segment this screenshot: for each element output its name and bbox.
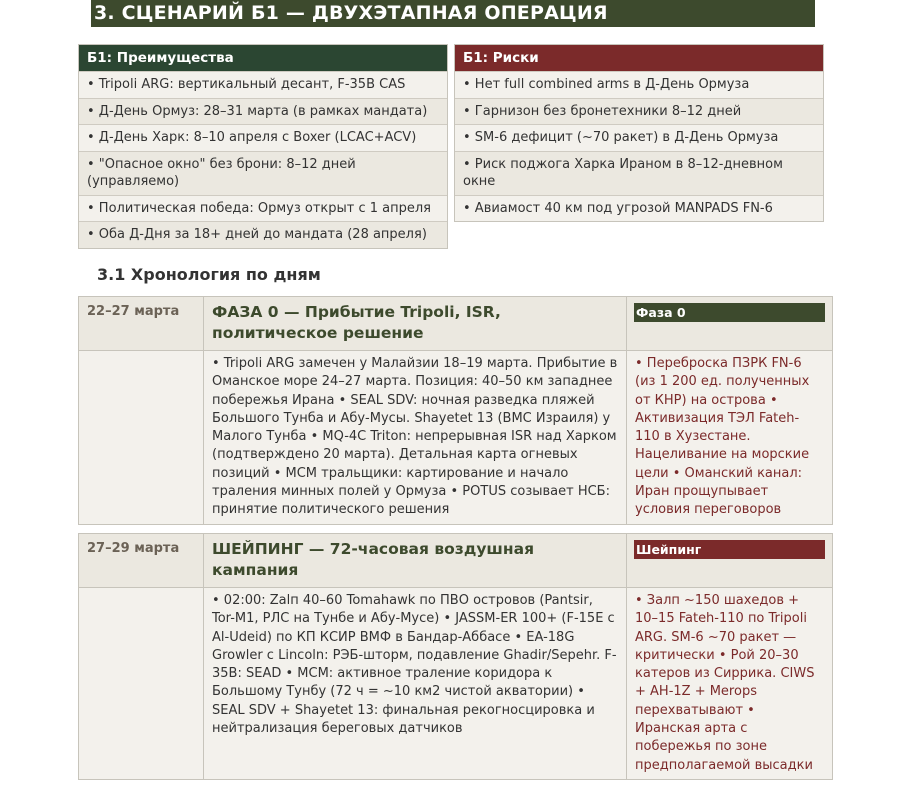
risk-item: • Нет full combined arms в Д-День Ормуза <box>455 71 823 98</box>
phase-actions: • Tripoli ARG замечен у Малайзии 18–19 марта. Прибытие в Оманское море 24–27 марта. Позиция: 40–50 км западнее побережья Ирана • SEAL SDV: ночная разведка пляжей Большого Тунба и Абу-Мусы. Shayetet 13 (ВМС Израиля) у Малого Тунба • MQ-4C Triton: непрерывная ISR над Харком (подтверждено 20 марта). Детальная карта огневых позиций • МСМ тральщики: картирование и начало траления минных полей у Ормуза • POTUS созывает НСБ: принятие политического решения <box>204 351 627 525</box>
phase-date: 22–27 марта <box>79 297 204 351</box>
advantage-item: • Д-День Ормуз: 28–31 марта (в рамках мандата) <box>79 98 447 125</box>
phase-badge-cell <box>627 534 833 588</box>
risks-box <box>454 44 824 222</box>
risk-item: • Авиамост 40 км под угрозой MANPADS FN-6 <box>455 195 823 222</box>
phase-table <box>78 533 833 780</box>
advantage-item: • Политическая победа: Ормуз открыт с 1 апреля <box>79 195 447 222</box>
phase-date-empty <box>79 351 204 525</box>
advantage-item: • Д-День Харк: 8–10 апреля с Boxer (LCAC+ACV) <box>79 124 447 151</box>
risk-item: • Риск поджога Харка Ираном в 8–12-дневном окне <box>455 151 823 195</box>
advantages-title: Б1: Преимущества <box>79 45 447 71</box>
phase-threats: • Переброска ПЗРК FN-6 (из 1 200 ед. полученных от КНР) на острова • Активизация ТЭЛ Fateh-110 в Хузестане. Нацеливание на морские цели • Оманский канал: Иран прощупывает условия переговоров <box>627 351 833 525</box>
phase-header-row <box>79 297 833 351</box>
advantage-item: • Tripoli ARG: вертикальный десант, F-35B CAS <box>79 71 447 98</box>
phase-date-empty <box>79 588 204 780</box>
risks-title: Б1: Риски <box>455 45 823 71</box>
phase-title: ФАЗА 0 — Прибытие Tripoli, ISR, политическое решение <box>204 297 627 351</box>
phase-title: ШЕЙПИНГ — 72-часовая воздушная кампания <box>204 534 627 588</box>
phase-body-row <box>79 351 833 525</box>
chronology-heading: 3.1 Хронология по дням <box>97 265 321 284</box>
phase-actions: • 02:00: Zalп 40–60 Tomahawk по ПВО островов (Pantsir, Tor-M1, РЛС на Тунбе и Абу-Мусе) • JASSM-ER 100+ (F-15E с Al-Udeid) по КП КСИР ВМФ в Бандар-Аббасе • EA-18G Growler с Lincoln: РЭБ-шторм, подавление Ghadir/Sepehr. F-35B: SEAD • МСМ: активное траление коридора к Большому Тунбу (72 ч = ~10 км2 чистой акватории) • SEAL SDV + Shayetet 13: финальная рекогносцировка и нейтрализация береговых датчиков <box>204 588 627 780</box>
phase-body-row <box>79 588 833 780</box>
advantages-box <box>78 44 448 249</box>
phase-badge: Шейпинг <box>634 540 825 559</box>
section-title: 3. СЦЕНАРИЙ Б1 — ДВУХЭТАПНАЯ ОПЕРАЦИЯ <box>91 0 815 27</box>
phase-table <box>78 296 833 525</box>
phase-date: 27–29 марта <box>79 534 204 588</box>
advantage-item: • Оба Д-Дня за 18+ дней до мандата (28 апреля) <box>79 221 447 248</box>
advantage-item: • "Опасное окно" без брони: 8–12 дней (управляемо) <box>79 151 447 195</box>
risk-item: • SM-6 дефицит (~70 ракет) в Д-День Ормуза <box>455 124 823 151</box>
phase-threats: • Залп ~150 шахедов + 10–15 Fateh-110 по Tripoli ARG. SM-6 ~70 ракет — критически • Рой 20–30 катеров из Сиррика. CIWS + AH-1Z + Merops перехватывают • Иранская арта с побережья по зоне предполагаемой высадки <box>627 588 833 780</box>
phase-badge: Фаза 0 <box>634 303 825 322</box>
phase-header-row <box>79 534 833 588</box>
phase-badge-cell <box>627 297 833 351</box>
risk-item: • Гарнизон без бронетехники 8–12 дней <box>455 98 823 125</box>
